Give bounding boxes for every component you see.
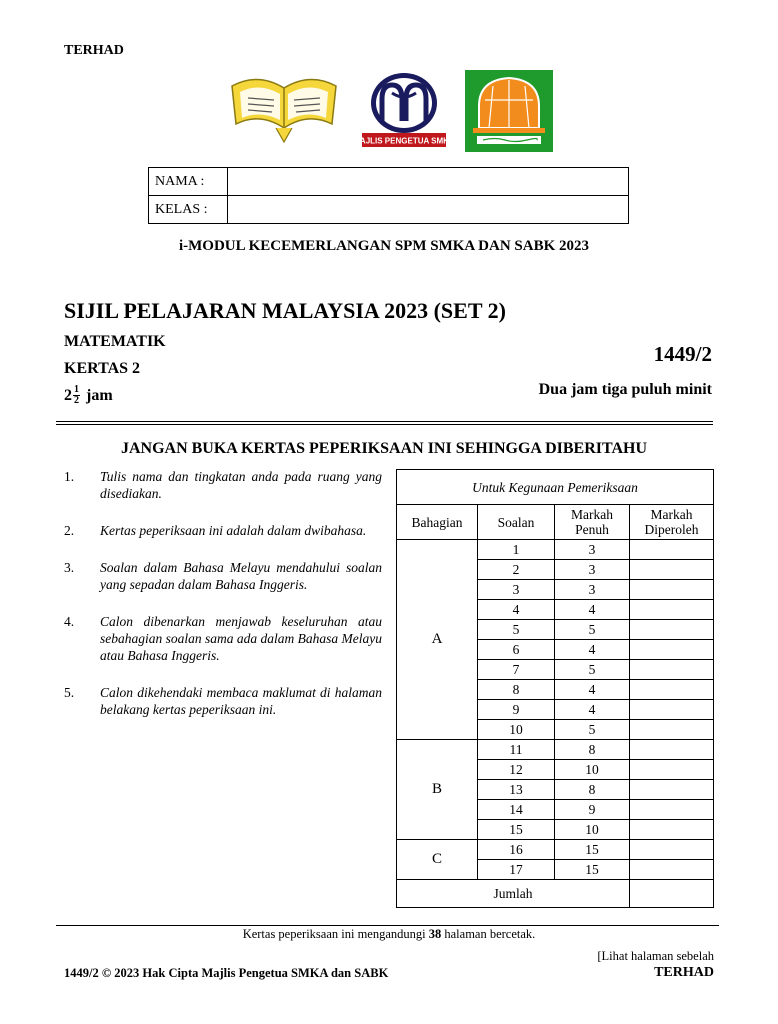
class-field[interactable] (228, 196, 629, 224)
full-marks: 5 (555, 720, 630, 740)
marks-obtained-cell[interactable] (630, 580, 714, 600)
header-question: Soalan (478, 505, 555, 540)
question-number: 8 (478, 680, 555, 700)
full-marks: 4 (555, 680, 630, 700)
marks-obtained-cell[interactable] (630, 660, 714, 680)
question-number: 4 (478, 600, 555, 620)
question-number: 11 (478, 740, 555, 760)
svg-text:MAJLIS PENGETUA SMKA: MAJLIS PENGETUA SMKA (353, 136, 455, 146)
full-marks: 10 (555, 820, 630, 840)
page-count-suffix: halaman bercetak. (441, 927, 536, 941)
instruction-text: Soalan dalam Bahasa Melayu mendahului soalan yang sepadan dalam Bahasa Inggeris. (100, 560, 382, 592)
full-marks: 5 (555, 620, 630, 640)
page-count: 38 (428, 927, 442, 941)
open-book-logo (228, 72, 340, 144)
full-marks: 9 (555, 800, 630, 820)
table-row (397, 740, 714, 760)
full-marks: 8 (555, 780, 630, 800)
marks-obtained-cell[interactable] (630, 680, 714, 700)
instruction-item (64, 559, 382, 593)
full-marks: 4 (555, 640, 630, 660)
table-row (397, 540, 714, 560)
paper-number: KERTAS 2 (64, 360, 141, 377)
full-marks: 4 (555, 700, 630, 720)
fraction-denominator: 2 (74, 395, 79, 406)
duration-text: Dua jam tiga puluh minit (538, 381, 712, 398)
full-marks: 4 (555, 600, 630, 620)
total-marks-cell[interactable] (630, 880, 714, 908)
question-number: 3 (478, 580, 555, 600)
full-marks: 5 (555, 660, 630, 680)
marks-obtained-cell[interactable] (630, 620, 714, 640)
section-label: C (397, 840, 478, 880)
question-number: 13 (478, 780, 555, 800)
marks-obtained-cell[interactable] (630, 760, 714, 780)
duration-unit: jam (86, 386, 113, 404)
marks-obtained-cell[interactable] (630, 600, 714, 620)
section-label: A (397, 540, 478, 740)
divider (56, 424, 713, 425)
footer-divider (56, 925, 719, 926)
instruction-text: Kertas peperiksaan ini adalah dalam dwibahasa. (100, 523, 367, 538)
copyright: 1449/2 © 2023 Hak Cipta Majlis Pengetua SMKA dan SABK (64, 966, 389, 980)
question-number: 10 (478, 720, 555, 740)
question-number: 1 (478, 540, 555, 560)
dome-arch-logo (465, 70, 553, 152)
instruction-number: 3. (64, 560, 75, 575)
instruction-text: Tulis nama dan tingkatan anda pada ruang yang disediakan. (100, 469, 382, 501)
name-field[interactable] (228, 168, 629, 196)
duration-fraction (73, 385, 80, 406)
table-caption: Untuk Kegunaan Pemeriksaan (397, 470, 714, 505)
question-number: 14 (478, 800, 555, 820)
marks-obtained-cell[interactable] (630, 780, 714, 800)
subject: MATEMATIK (64, 333, 166, 350)
instruction-number: 4. (64, 614, 75, 629)
paper-code: 1449/2 (653, 342, 712, 366)
question-number: 2 (478, 560, 555, 580)
module-title: i-MODUL KECEMERLANGAN SPM SMKA DAN SABK 2023 (178, 238, 590, 254)
section-label: B (397, 740, 478, 840)
instruction-number: 2. (64, 523, 75, 538)
instruction-item (64, 522, 382, 539)
exam-title: SIJIL PELAJARAN MALAYSIA 2023 (SET 2) (64, 298, 506, 323)
instruction-number: 1. (64, 469, 75, 484)
full-marks: 3 (555, 580, 630, 600)
header-marks-obtained: Markah Diperoleh (630, 505, 714, 540)
question-number: 15 (478, 820, 555, 840)
marks-obtained-cell[interactable] (630, 820, 714, 840)
question-number: 16 (478, 840, 555, 860)
marks-obtained-cell[interactable] (630, 740, 714, 760)
majlis-pengetua-smka-logo (353, 71, 455, 149)
instruction-number: 5. (64, 685, 75, 700)
marks-obtained-cell[interactable] (630, 540, 714, 560)
question-number: 5 (478, 620, 555, 640)
total-row (397, 880, 714, 908)
instructions-list (64, 468, 382, 738)
question-number: 9 (478, 700, 555, 720)
instruction-text: Calon dikehendaki membaca maklumat di halaman belakang kertas peperiksaan ini. (100, 685, 382, 717)
full-marks: 10 (555, 760, 630, 780)
full-marks: 3 (555, 560, 630, 580)
marks-obtained-cell[interactable] (630, 800, 714, 820)
full-marks: 15 (555, 860, 630, 880)
page-count-prefix: Kertas peperiksaan ini mengandungi (242, 927, 429, 941)
question-number: 12 (478, 760, 555, 780)
total-label: Jumlah (397, 880, 630, 908)
marks-obtained-cell[interactable] (630, 840, 714, 860)
see-next-page: [Lihat halaman sebelah (597, 949, 714, 963)
fraction-numerator: 1 (74, 384, 79, 395)
header-section: Bahagian (397, 505, 478, 540)
full-marks: 8 (555, 740, 630, 760)
marks-obtained-cell[interactable] (630, 560, 714, 580)
duration (64, 385, 113, 406)
question-number: 7 (478, 660, 555, 680)
marks-obtained-cell[interactable] (630, 640, 714, 660)
class-label: KELAS : (149, 196, 228, 224)
instruction-item (64, 613, 382, 664)
instruction-item (64, 684, 382, 718)
student-info-table (148, 167, 629, 224)
divider (56, 421, 713, 422)
classification-top: TERHAD (64, 43, 124, 58)
header-full-marks: Markah Penuh (555, 505, 630, 540)
examiner-marks-table (396, 469, 714, 908)
page-count-note (0, 927, 778, 942)
question-number: 6 (478, 640, 555, 660)
marks-obtained-cell[interactable] (630, 860, 714, 880)
full-marks: 15 (555, 840, 630, 860)
duration-whole: 2 (64, 386, 72, 404)
question-number: 17 (478, 860, 555, 880)
table-row (397, 840, 714, 860)
classification-bottom: TERHAD (654, 965, 714, 980)
warning-heading: JANGAN BUKA KERTAS PEPERIKSAAN INI SEHINGGA DIBERITAHU (120, 440, 648, 457)
full-marks: 3 (555, 540, 630, 560)
instruction-item (64, 468, 382, 502)
marks-obtained-cell[interactable] (630, 700, 714, 720)
marks-obtained-cell[interactable] (630, 720, 714, 740)
instruction-text: Calon dibenarkan menjawab keseluruhan atau sebahagian soalan sama ada dalam Bahasa Melayu atau Bahasa Inggeris. (100, 614, 382, 663)
name-label: NAMA : (149, 168, 228, 196)
